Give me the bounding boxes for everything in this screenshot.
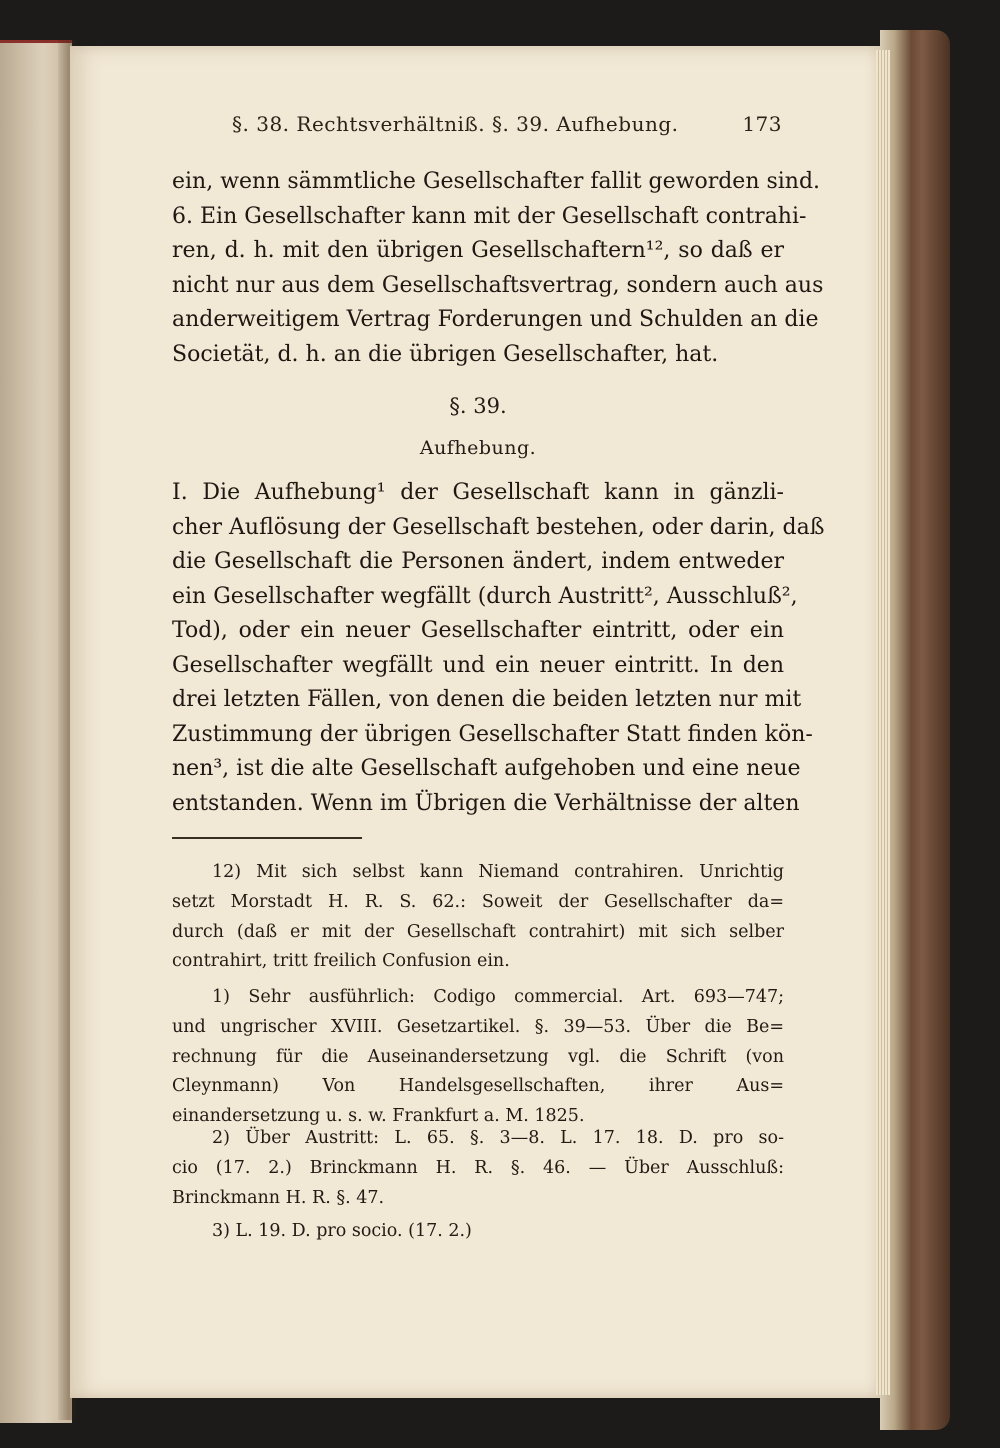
text-line: I. Die Aufhebung¹ der Gesellschaft kann in gänzli-: [172, 480, 784, 505]
footnote-line: cio (17. 2.) Brinckmann H. R. §. 46. — Über Ausschluß:: [172, 1157, 784, 1178]
footnote-line: einandersetzung u. s. w. Frankfurt a. M. 1825.: [172, 1106, 585, 1127]
footnote-line: Cleynmann) Von Handelsgesellschaften, ihrer Aus=: [172, 1076, 784, 1097]
paragraph-aufhebung: [172, 476, 825, 821]
running-header: [172, 112, 782, 142]
footnote-line: und ungrischer XVIII. Gesetzartikel. §. 39—53. Über die Be=: [172, 1016, 784, 1037]
text-line: nicht nur aus dem Gesellschaftsvertrag, sondern auch aus: [172, 272, 824, 298]
text-line: anderweitigem Vertrag Forderungen und Schulden an die: [172, 307, 819, 332]
footnote-line: contrahirt, tritt freilich Confusion ein.: [172, 951, 510, 972]
page-edges: [876, 50, 890, 1395]
footnote-12: [172, 858, 784, 977]
text-line: 6. Ein Gesellschafter kann mit der Gesellschaft contrahi-: [172, 203, 807, 229]
text-line: Zustimmung der übrigen Gesellschafter Statt finden kön-: [172, 721, 813, 747]
text-line: ein Gesellschafter wegfällt (durch Austritt², Ausschluß²,: [172, 583, 798, 609]
text-line: Gesellschafter wegfällt und ein neuer eintritt. In den: [172, 652, 784, 678]
text-line: drei letzten Fällen, von denen die beiden letzten nur mit: [172, 687, 802, 712]
text-line: nen³, ist die alte Gesellschaft aufgehoben und eine neue: [172, 756, 801, 781]
text-line: entstanden. Wenn im Übrigen die Verhältnisse der alten: [172, 790, 800, 816]
footnote-line: 1) Sehr ausführlich: Codigo commercial. Art. 693—747;: [212, 987, 784, 1007]
section-title: Aufhebung.: [419, 437, 537, 459]
text-line: ein, wenn sämmtliche Gesellschafter fallit geworden sind.: [172, 169, 821, 194]
footnote-rule: [172, 837, 362, 839]
footnote-line: 12) Mit sich selbst kann Niemand contrahiren. Unrichtig: [212, 862, 784, 882]
footnote-3: [172, 1217, 784, 1247]
book-cover-edge: [880, 30, 950, 1430]
footnote-line: Brinckmann H. R. §. 47.: [172, 1187, 385, 1208]
text-line: cher Auflösung der Gesellschaft bestehen, oder darin, daß: [172, 514, 825, 540]
text-line: die Gesellschaft die Personen ändert, indem entweder: [172, 549, 784, 574]
footnote-line: 3) L. 19. D. pro socio. (17. 2.): [212, 1221, 472, 1241]
footnote-line: setzt Morstadt H. R. S. 62.: Soweit der Gesellschafter da=: [172, 891, 784, 912]
section-number: §. 39.: [449, 394, 507, 418]
paragraph-rechtsverhaeltniss: [172, 165, 824, 372]
page-number: 173: [742, 112, 782, 136]
footnote-line: 2) Über Austritt: L. 65. §. 3—8. L. 17. 18. D. pro so-: [212, 1128, 784, 1148]
footnote-line: durch (daß er mit der Gesellschaft contrahirt) mit sich selber: [172, 921, 784, 942]
text-line: ren, d. h. mit den übrigen Gesellschaftern¹², so daß er: [172, 238, 784, 263]
text-line: Societät, d. h. an die übrigen Gesellschafter, hat.: [172, 341, 719, 367]
footnote-line: rechnung für die Auseinandersetzung vgl. die Schrift (von: [172, 1046, 784, 1067]
footnote-2: [172, 1124, 784, 1213]
running-title: §. 38. Rechtsverhältniß. §. 39. Aufhebung.: [232, 112, 679, 136]
footnote-1: [172, 983, 784, 1132]
text-line: Tod), oder ein neuer Gesellschafter eintritt, oder ein: [172, 618, 784, 643]
